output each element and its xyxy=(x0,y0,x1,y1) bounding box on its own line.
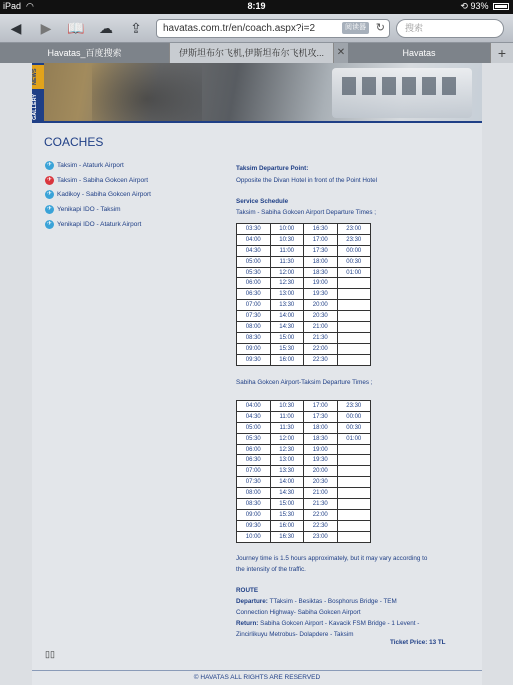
return-route-line1: Return: Sabiha Gokcen Airport - Kavacik FSM Bridge - 1 Levent - xyxy=(236,620,420,627)
time-cell: 18:30 xyxy=(304,433,338,444)
time-cell xyxy=(337,520,371,531)
social-media-icon[interactable]: ▯▯ xyxy=(45,649,55,659)
time-cell: 00:30 xyxy=(337,256,371,267)
time-cell: 01:00 xyxy=(337,433,371,444)
table-row xyxy=(237,477,371,488)
side-tabs xyxy=(32,63,44,123)
nav-item-kadikoy-sabiha[interactable]: ✈ Kadikoy - Sabiha Gokcen Airport xyxy=(46,191,151,199)
time-cell: 08:30 xyxy=(237,332,271,343)
time-cell: 10:30 xyxy=(270,234,304,245)
wifi-icon: ◠ xyxy=(26,1,34,11)
page-title: COACHES xyxy=(44,135,104,149)
time-cell: 17:00 xyxy=(304,401,338,412)
table-row xyxy=(237,488,371,499)
close-tab-icon[interactable]: ✕ xyxy=(336,47,346,58)
nav-item-yenikapi-taksim[interactable]: ✈ Yenikapi IDO - Taksim xyxy=(46,206,121,214)
time-cell: 20:30 xyxy=(304,477,338,488)
route-heading: ROUTE xyxy=(236,587,259,594)
battery-icon xyxy=(493,3,509,10)
airplane-icon: ✈ xyxy=(46,162,53,168)
time-cell xyxy=(337,455,371,466)
service-schedule-heading: Service Schedule xyxy=(236,198,289,205)
time-cell: 06:30 xyxy=(237,289,271,300)
time-cell: 16:30 xyxy=(270,531,304,542)
browser-toolbar xyxy=(0,14,513,43)
tab-bar xyxy=(0,43,513,63)
table-row xyxy=(237,256,371,267)
time-cell xyxy=(337,311,371,322)
time-cell: 05:30 xyxy=(237,267,271,278)
header-banner-image xyxy=(32,63,482,123)
departure-point-heading: Taksim Departure Point: xyxy=(236,165,309,172)
time-cell: 18:30 xyxy=(304,267,338,278)
nav-item-yenikapi-ataturk[interactable]: ✈ Yenikapi IDO - Ataturk Airport xyxy=(46,220,142,228)
time-cell: 21:30 xyxy=(304,499,338,510)
time-cell: 14:30 xyxy=(270,488,304,499)
departure-point-text: Opposite the Divan Hotel in front of the Point Hotel xyxy=(236,177,378,184)
schedule-table-taksim-sabiha xyxy=(236,223,371,366)
table-row xyxy=(237,267,371,278)
time-cell: 15:00 xyxy=(270,332,304,343)
table-row xyxy=(237,354,371,365)
time-cell: 11:30 xyxy=(270,256,304,267)
url-text: havatas.com.tr/en/coach.aspx?i=2 xyxy=(163,23,316,34)
time-cell: 09:00 xyxy=(237,343,271,354)
time-cell: 14:00 xyxy=(270,311,304,322)
time-cell: 20:00 xyxy=(304,466,338,477)
time-cell: 22:30 xyxy=(304,520,338,531)
time-cell: 00:30 xyxy=(337,422,371,433)
table-row xyxy=(237,401,371,412)
time-cell: 18:00 xyxy=(304,256,338,267)
time-cell xyxy=(337,332,371,343)
time-cell: 19:00 xyxy=(304,278,338,289)
nav-item-taksim-sabiha[interactable]: ✈ Taksim - Sabiha Gokcen Airport xyxy=(46,176,149,184)
clock: 8:19 xyxy=(247,1,266,11)
nav-item-taksim-ataturk[interactable]: ✈ Taksim - Ataturk Airport xyxy=(46,162,124,169)
time-cell: 06:00 xyxy=(237,444,271,455)
table-row xyxy=(237,245,371,256)
time-cell: 04:30 xyxy=(237,245,271,256)
time-cell: 20:00 xyxy=(304,300,338,311)
table-row xyxy=(237,411,371,422)
cloud-icon[interactable]: ☁ xyxy=(99,20,113,36)
time-cell: 16:30 xyxy=(304,224,338,235)
gallery-tab[interactable]: GALLERY xyxy=(32,93,38,121)
battery-status xyxy=(460,1,509,12)
forward-icon[interactable]: ▶ xyxy=(40,20,52,36)
time-cell: 21:00 xyxy=(304,488,338,499)
time-cell: 04:30 xyxy=(237,411,271,422)
departure-route-line1: Departure: TTaksim - Besiktas - Bosphorus Bridge - TEM xyxy=(236,598,397,605)
time-cell: 16:00 xyxy=(270,354,304,365)
time-cell: 13:30 xyxy=(270,466,304,477)
time-cell xyxy=(337,509,371,520)
time-cell: 13:00 xyxy=(270,455,304,466)
time-cell: 20:30 xyxy=(304,311,338,322)
coach-route-nav xyxy=(45,160,151,233)
table-row xyxy=(237,499,371,510)
time-cell: 22:00 xyxy=(304,509,338,520)
time-cell xyxy=(337,289,371,300)
return-route-line2: Zincirlikuyu Metrobus- Dolapdere - Taksim xyxy=(236,631,354,638)
time-cell: 00:00 xyxy=(337,411,371,422)
table-row xyxy=(237,343,371,354)
table-row xyxy=(237,520,371,531)
table-row xyxy=(237,224,371,235)
table-row xyxy=(237,300,371,311)
time-cell xyxy=(337,477,371,488)
tab-havatas[interactable]: Havatas xyxy=(348,43,491,63)
time-cell: 19:30 xyxy=(304,289,338,300)
table-row xyxy=(237,531,371,542)
time-cell: 17:00 xyxy=(304,234,338,245)
status-bar xyxy=(0,0,513,14)
time-cell: 08:30 xyxy=(237,499,271,510)
time-cell: 23:30 xyxy=(337,234,371,245)
time-cell: 06:00 xyxy=(237,278,271,289)
time-cell: 19:30 xyxy=(304,455,338,466)
departure-route-line2: Connection Highway- Sabiha Gokcen Airport xyxy=(236,609,361,616)
time-cell: 15:00 xyxy=(270,499,304,510)
search-field[interactable] xyxy=(396,19,504,38)
new-tab-button[interactable]: + xyxy=(491,43,513,63)
time-cell: 10:30 xyxy=(270,401,304,412)
airplane-icon: ✈ xyxy=(46,176,53,183)
table-row xyxy=(237,311,371,322)
table-row xyxy=(237,433,371,444)
time-cell: 17:30 xyxy=(304,411,338,422)
time-cell: 11:30 xyxy=(270,422,304,433)
time-cell xyxy=(337,343,371,354)
lock-rotation-icon: ⟲ xyxy=(460,1,468,11)
device-label: iPad xyxy=(3,1,22,11)
time-cell: 07:30 xyxy=(237,477,271,488)
time-cell: 08:00 xyxy=(237,488,271,499)
time-cell: 14:30 xyxy=(270,322,304,333)
share-icon[interactable]: ⇪ xyxy=(130,20,142,36)
table1-caption: Taksim - Sabiha Gokcen Airport Departure Times ; xyxy=(236,209,376,216)
time-cell: 10:00 xyxy=(270,224,304,235)
time-cell: 09:00 xyxy=(237,509,271,520)
schedule-table-sabiha-taksim xyxy=(236,400,371,543)
time-cell: 03:30 xyxy=(237,224,271,235)
footer-divider xyxy=(32,670,482,671)
time-cell: 13:00 xyxy=(270,289,304,300)
time-cell: 06:30 xyxy=(237,455,271,466)
time-cell: 14:00 xyxy=(270,477,304,488)
journey-note-line1: Journey time is 1.5 hours approximately, but it may vary according to xyxy=(236,555,428,562)
time-cell: 07:00 xyxy=(237,466,271,477)
time-cell: 12:30 xyxy=(270,444,304,455)
time-cell: 22:30 xyxy=(304,354,338,365)
time-cell xyxy=(337,300,371,311)
ticket-price: Ticket Price: 13 TL xyxy=(390,639,446,646)
time-cell: 19:00 xyxy=(304,444,338,455)
time-cell xyxy=(337,278,371,289)
table-row xyxy=(237,234,371,245)
time-cell xyxy=(337,488,371,499)
time-cell xyxy=(337,322,371,333)
reload-icon[interactable]: ↻ xyxy=(375,22,385,34)
time-cell: 12:00 xyxy=(270,267,304,278)
time-cell: 23:00 xyxy=(337,224,371,235)
time-cell: 13:30 xyxy=(270,300,304,311)
time-cell: 10:00 xyxy=(237,531,271,542)
bookmarks-icon[interactable]: 📖 xyxy=(67,20,85,36)
airplane-icon: ✈ xyxy=(46,220,53,227)
time-cell: 22:00 xyxy=(304,343,338,354)
time-cell: 05:00 xyxy=(237,256,271,267)
table-row xyxy=(237,332,371,343)
time-cell: 12:30 xyxy=(270,278,304,289)
time-cell: 23:30 xyxy=(337,401,371,412)
time-cell: 11:00 xyxy=(270,245,304,256)
back-icon[interactable]: ◀ xyxy=(10,20,22,36)
table-row xyxy=(237,422,371,433)
table-row xyxy=(237,466,371,477)
airplane-icon: ✈ xyxy=(46,191,53,198)
tab-istanbul[interactable]: 伊斯坦布尔飞机,伊斯坦布尔飞机攻... xyxy=(170,43,334,63)
battery-percent: 93% xyxy=(470,1,489,11)
time-cell: 07:00 xyxy=(237,300,271,311)
table-row xyxy=(237,509,371,520)
time-cell: 01:00 xyxy=(337,267,371,278)
time-cell: 21:00 xyxy=(304,322,338,333)
time-cell xyxy=(337,444,371,455)
time-cell: 18:00 xyxy=(304,422,338,433)
time-cell: 07:30 xyxy=(237,311,271,322)
time-cell: 05:00 xyxy=(237,422,271,433)
time-cell xyxy=(337,531,371,542)
time-cell: 05:30 xyxy=(237,433,271,444)
time-cell: 12:00 xyxy=(270,433,304,444)
time-cell: 09:30 xyxy=(237,520,271,531)
news-tab[interactable]: NEWS xyxy=(32,65,44,89)
table2-caption: Sabiha Gokcen Airport-Taksim Departure Times ; xyxy=(236,379,373,386)
reader-button[interactable]: 阅读器 xyxy=(342,22,369,34)
time-cell: 21:30 xyxy=(304,332,338,343)
time-cell: 04:00 xyxy=(237,234,271,245)
time-cell: 08:00 xyxy=(237,322,271,333)
table-row xyxy=(237,278,371,289)
airplane-icon: ✈ xyxy=(46,206,53,213)
time-cell: 00:00 xyxy=(337,245,371,256)
search-placeholder: 搜索 xyxy=(405,23,424,33)
time-cell xyxy=(337,354,371,365)
time-cell: 09:30 xyxy=(237,354,271,365)
footer-copyright: © HAVATAS ALL RIGHTS ARE RESERVED xyxy=(193,674,321,681)
time-cell: 23:00 xyxy=(304,531,338,542)
time-cell: 04:00 xyxy=(237,401,271,412)
time-cell xyxy=(337,466,371,477)
tab-baidu[interactable]: Havatas_百度搜索 xyxy=(0,43,170,63)
table-row xyxy=(237,322,371,333)
time-cell: 11:00 xyxy=(270,411,304,422)
time-cell: 15:30 xyxy=(270,343,304,354)
table-row xyxy=(237,455,371,466)
time-cell: 17:30 xyxy=(304,245,338,256)
table-row xyxy=(237,444,371,455)
time-cell xyxy=(337,499,371,510)
time-cell: 15:30 xyxy=(270,509,304,520)
table-row xyxy=(237,289,371,300)
journey-note-line2: the intensity of the traffic. xyxy=(236,566,306,573)
time-cell: 16:00 xyxy=(270,520,304,531)
web-page xyxy=(32,63,482,685)
address-bar[interactable] xyxy=(156,19,390,38)
